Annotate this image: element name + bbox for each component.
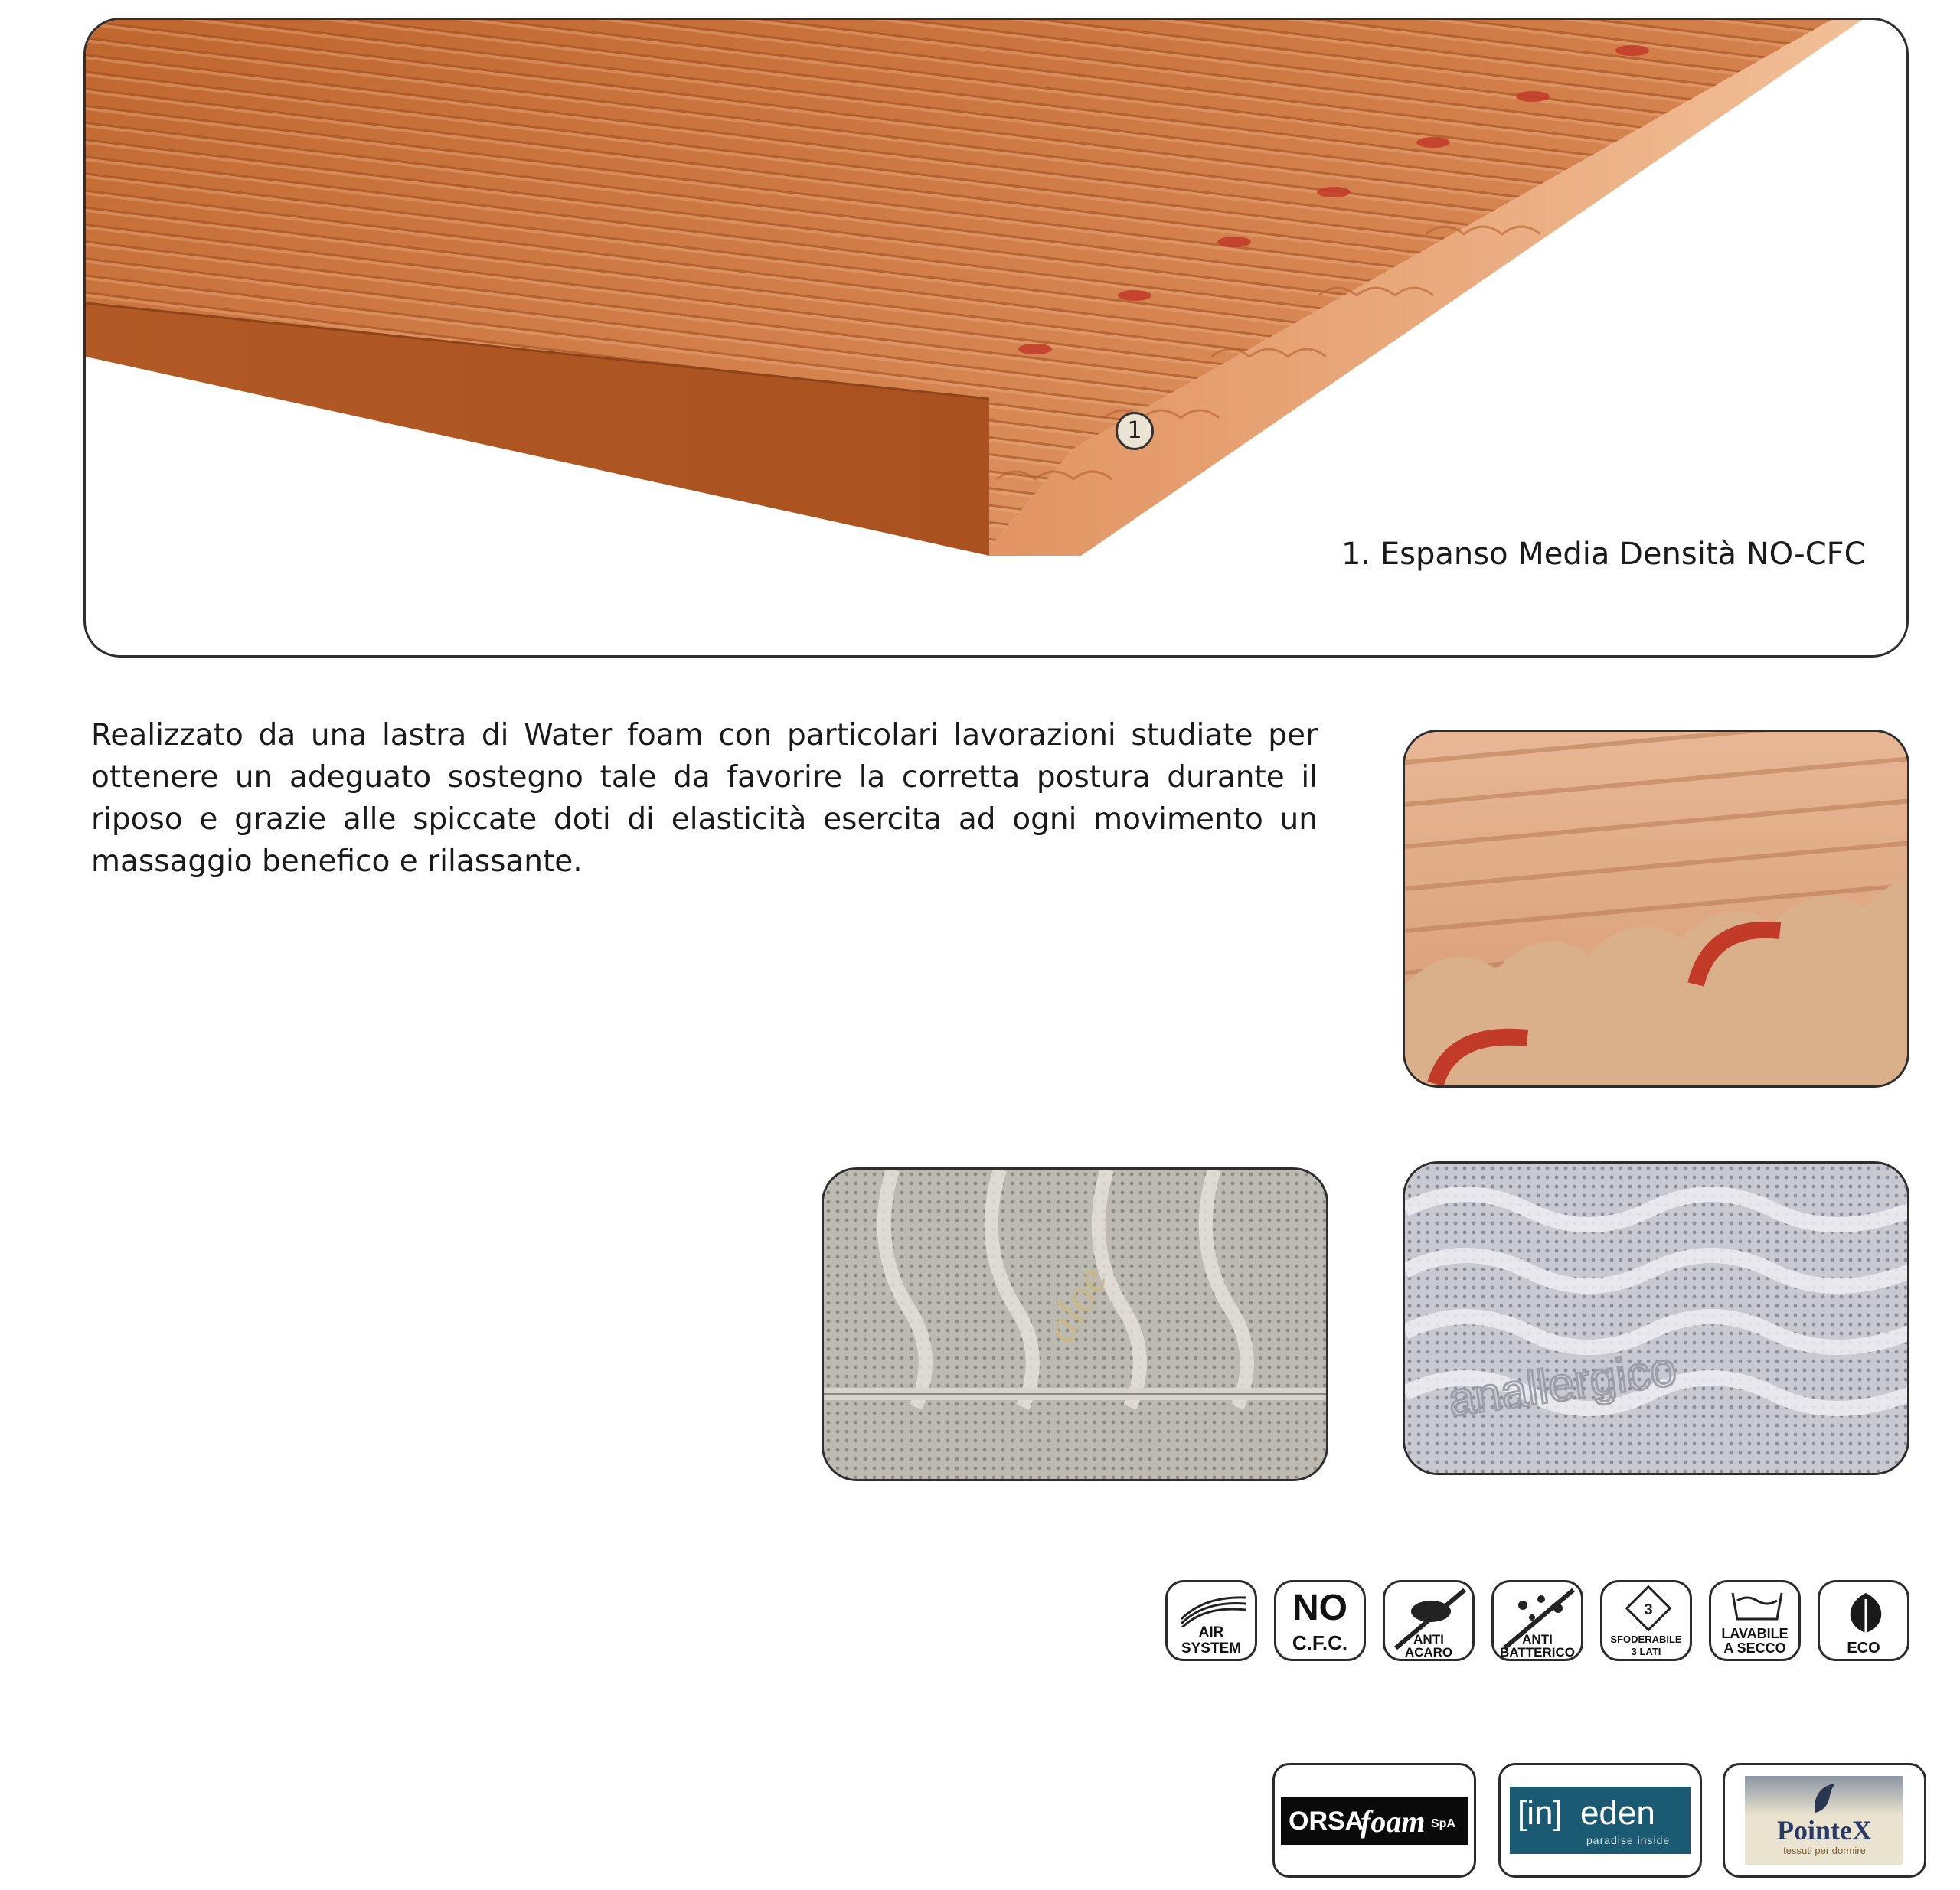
- feature-no-cfc: NO C.F.C.: [1274, 1580, 1366, 1661]
- fabric-brand-text: aloe: [1034, 1257, 1117, 1351]
- eco-leaf-icon: [1820, 1582, 1912, 1636]
- feature-anti-mite: ANTI ACARO: [1383, 1580, 1475, 1661]
- ineden-logo: [in] eden paradise inside: [1498, 1763, 1702, 1878]
- removable-cover-icon: [1602, 1582, 1694, 1636]
- feature-anti-bacterial: ANTI BATTERICO: [1491, 1580, 1583, 1661]
- layer-caption: 1. Espanso Media Densità NO-CFC: [1341, 537, 1866, 572]
- pointex-logo: PointeX tessuti per dormire: [1723, 1763, 1926, 1878]
- fabric-brand-text: anallergico: [1445, 1342, 1680, 1427]
- horse-head-icon: [1805, 1777, 1843, 1816]
- feature-removable-cover: 3 SFODERABILE 3 LATI: [1600, 1580, 1692, 1661]
- feature-eco: ECO: [1818, 1580, 1909, 1661]
- air-system-icon: [1168, 1588, 1259, 1627]
- callout-number-badge: 1: [1116, 412, 1154, 450]
- orsa-foam-logo: ORSA foam SpA: [1272, 1763, 1476, 1878]
- no-cfc-icon: NO: [1292, 1588, 1348, 1628]
- fabric-top-photo: [1403, 1161, 1909, 1475]
- foam-closeup-photo: [1403, 730, 1909, 1088]
- feature-dry-clean: LAVABILE A SECCO: [1709, 1580, 1801, 1661]
- svg-text:3: 3: [1644, 1601, 1653, 1618]
- feature-air-system: AIR SYSTEM: [1165, 1580, 1257, 1661]
- fabric-side-photo: [822, 1167, 1328, 1481]
- dry-clean-icon: [1711, 1582, 1803, 1628]
- product-description: Realizzato da una lastra di Water foam con particolari lavorazioni studiate per ottenere un adeguato sostegno tale da favorire la corretta postura durante il riposo e grazie alle spiccate doti di elasticità esercita ad ogni movimento un massaggio benefico e rilassante.: [91, 718, 1318, 879]
- foam-slab-illustration: [83, 18, 1909, 658]
